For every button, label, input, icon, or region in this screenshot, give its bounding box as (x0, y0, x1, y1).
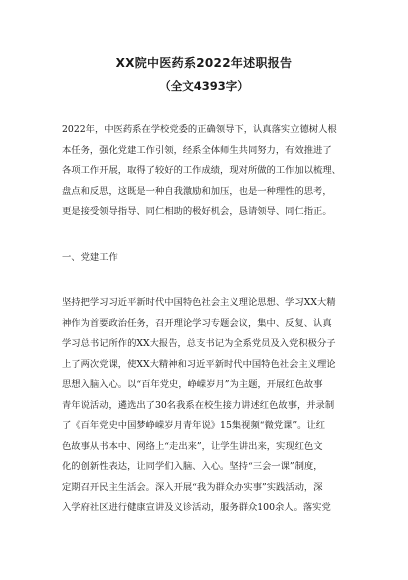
section-paragraph (62, 293, 352, 519)
section-line: 思想入脑入心。以“百年党史，峥嵘岁月”为主题，开展红色故事 (62, 379, 323, 390)
section-line: 色故事从书本中、网络上“走出来”，让学生讲出来，实现红色文 (62, 440, 323, 452)
intro-line: 各项工作开展，取得了较好的工作成绩，现对所做的工作加以梳理、 (62, 165, 341, 176)
section-line: 定期召开民主生活会。深入开展“我为群众办实事”实践活动，深 (62, 481, 323, 493)
document-title: XX院中医药系2022年述职报告 (115, 56, 293, 70)
section-line: 神作为首要政治任务，召开理论学习专题会议，集中、反复、认真 (62, 317, 332, 329)
intro-paragraph (62, 120, 352, 223)
intro-line: 更是接受领导指导、同仁相助的极好机会，恳请领导、同仁指正。 (62, 206, 332, 217)
section-line: 坚持把学习习近平新时代中国特色社会主义理论思想、学习XX大精 (62, 297, 336, 308)
section-line: 上了两次党课，使XX大精神和习近平新时代中国特色社会主义理论 (62, 358, 336, 370)
section-line: 了《百年党史中国梦峥嵘岁月青年说》15集视频“微党课”。让红 (62, 420, 326, 431)
section-line: 青年说活动，遴选出了30名我系在校生接力讲述红色故事，并录制 (62, 399, 335, 411)
section-line: 化的创新性表达，让同学们入脑、入心。坚持“三会一课”制度， (62, 461, 323, 472)
intro-line: 2022年，中医药系在学校党委的正确领导下，认真落实立德树人根 (62, 124, 337, 135)
section-line: 入学府社区进行健康宣讲及义诊活动，服务群众100余人。落实党 (62, 502, 331, 513)
intro-line: 本任务，强化党建工作引领，经系全体师生共同努力，有效推进了 (62, 144, 332, 156)
intro-line: 盘点和反思，这既是一种自我激励和加压，也是一种理性的思考， (62, 185, 332, 197)
section-line: 学习总书记所作的XX大报告，总支书记为全系党员及入党积极分子 (62, 338, 336, 349)
section-heading: 一、党建工作 (62, 252, 118, 263)
document-subtitle: （全文4393字） (159, 79, 249, 93)
